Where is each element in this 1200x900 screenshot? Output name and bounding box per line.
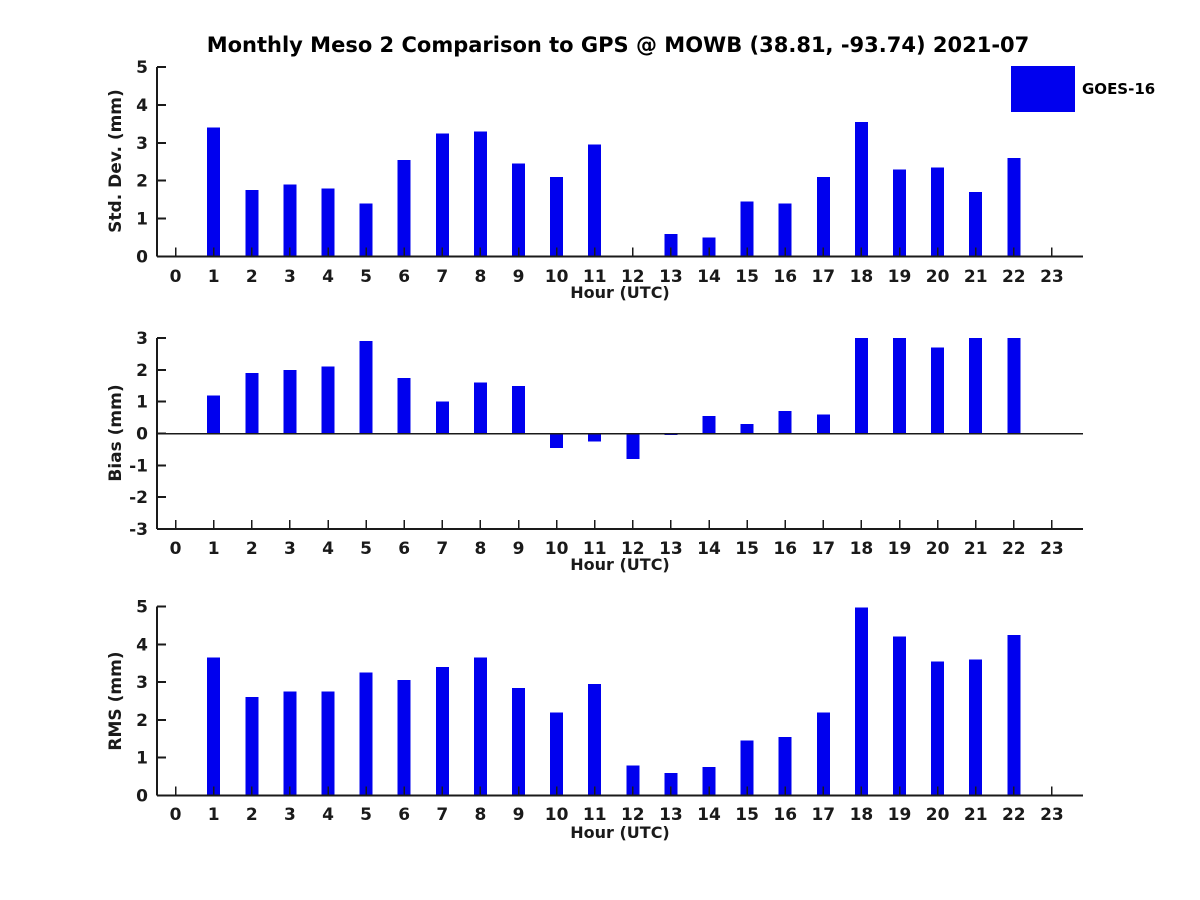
stddev-xtick-label-22: 22	[1001, 267, 1026, 287]
bias-xtick-label-4: 4	[322, 539, 334, 559]
rms-bar-h7	[436, 667, 449, 796]
bias-bar-h17	[817, 414, 830, 433]
bias-xtick-label-12: 12	[620, 539, 645, 559]
rms-bar-h8	[474, 658, 487, 796]
bias-bar-h4	[322, 367, 335, 434]
bias-bar-chart	[0, 325, 1200, 559]
rms-xtick-label-15: 15	[735, 805, 759, 825]
rms-x-axis-label: Hour (UTC)	[570, 823, 670, 842]
stddev-bar-h7	[436, 133, 449, 256]
bias-bar-h8	[474, 383, 487, 434]
rms-bar-h6	[398, 680, 411, 795]
rms-xtick-label-14: 14	[697, 805, 721, 825]
rms-bar-h2	[245, 697, 258, 795]
bias-y-axis-label: Bias (mm)	[106, 384, 126, 482]
figure-title: Monthly Meso 2 Comparison to GPS @ MOWB (38.81, -93.74) 2021-07	[206, 33, 1030, 57]
stddev-xtick-label-6: 6	[398, 267, 411, 287]
stddev-xtick-label-18: 18	[849, 267, 874, 287]
bias-xtick-label-6: 6	[398, 539, 411, 559]
stddev-xtick-label-10: 10	[544, 267, 569, 287]
rms-xtick-label-17: 17	[811, 805, 836, 825]
bias-xtick-label-20: 20	[925, 539, 950, 559]
bias-bar-h10	[550, 434, 563, 448]
stddev-ytick-label-5: 5	[136, 58, 148, 78]
bias-xtick-label-13: 13	[659, 539, 683, 559]
rms-ytick-label-4: 4	[136, 635, 148, 656]
bias-xtick-label-0: 0	[169, 539, 182, 559]
bias-bar-h11	[588, 434, 601, 442]
stddev-ytick-label-0: 0	[136, 247, 148, 268]
bias-bar-h12	[626, 434, 639, 460]
bias-xtick-label-9: 9	[512, 539, 525, 559]
rms-y-axis-label: RMS (mm)	[106, 651, 126, 751]
bias-bar-h14	[703, 416, 716, 434]
stddev-xtick-label-19: 19	[887, 267, 912, 287]
stddev-bar-h18	[855, 122, 868, 257]
rms-xtick-label-19: 19	[887, 805, 912, 825]
rms-bar-h3	[283, 692, 296, 796]
rms-bar-h1	[207, 658, 220, 796]
bias-xtick-label-3: 3	[283, 539, 296, 559]
rms-xtick-label-20: 20	[925, 805, 950, 825]
rms-bar-h21	[969, 659, 982, 795]
stddev-bar-chart	[0, 55, 1200, 289]
bias-bar-h6	[398, 378, 411, 434]
rms-xtick-label-3: 3	[283, 805, 296, 825]
stddev-xtick-label-13: 13	[659, 267, 683, 287]
stddev-xtick-label-3: 3	[283, 267, 296, 287]
rms-xtick-label-6: 6	[398, 805, 411, 825]
rms-xtick-label-10: 10	[544, 805, 569, 825]
stddev-xtick-label-16: 16	[773, 267, 798, 287]
bias-xtick-label-11: 11	[582, 539, 607, 559]
rms-ytick-label-3: 3	[136, 673, 148, 694]
rms-xtick-label-9: 9	[512, 805, 525, 825]
bias-bar-h5	[360, 341, 373, 433]
rms-xtick-label-0: 0	[169, 805, 182, 825]
bias-xtick-label-8: 8	[474, 539, 487, 559]
rms-xtick-label-2: 2	[245, 805, 258, 825]
bias-ytick-label-0: 0	[136, 424, 148, 445]
stddev-bar-h8	[474, 131, 487, 256]
bias-bar-h20	[931, 348, 944, 434]
rms-xtick-label-13: 13	[659, 805, 683, 825]
rms-xtick-label-1: 1	[207, 805, 220, 825]
bias-bar-h16	[779, 411, 792, 433]
rms-xtick-label-12: 12	[620, 805, 645, 825]
rms-bar-h22	[1007, 635, 1020, 796]
bias-xtick-label-22: 22	[1001, 539, 1026, 559]
rms-xtick-label-4: 4	[322, 805, 334, 825]
bias-xtick-label-23: 23	[1040, 539, 1064, 559]
bias-xtick-label-17: 17	[811, 539, 836, 559]
stddev-bar-h9	[512, 164, 525, 257]
bias-xtick-label-5: 5	[360, 539, 373, 559]
rms-bar-h10	[550, 712, 563, 795]
rms-bar-chart	[0, 595, 1200, 829]
stddev-ytick-label-2: 2	[136, 171, 148, 192]
bias-ytick-label--1: -1	[129, 456, 148, 477]
stddev-ytick-label-3: 3	[136, 133, 148, 154]
rms-xtick-label-16: 16	[773, 805, 798, 825]
rms-xtick-label-22: 22	[1001, 805, 1026, 825]
stddev-xtick-label-12: 12	[620, 267, 645, 287]
stddev-bar-h21	[969, 192, 982, 256]
rms-bar-h9	[512, 688, 525, 796]
stddev-bar-h6	[398, 160, 411, 257]
bias-bar-h7	[436, 402, 449, 434]
rms-xtick-label-21: 21	[963, 805, 988, 825]
rms-ytick-label-5: 5	[136, 597, 148, 618]
stddev-xtick-label-5: 5	[360, 267, 373, 287]
rms-xtick-label-8: 8	[474, 805, 487, 825]
rms-ytick-label-0: 0	[136, 786, 148, 807]
stddev-bar-h2	[245, 190, 258, 256]
rms-bar-h17	[817, 712, 830, 795]
stddev-xtick-label-11: 11	[582, 267, 607, 287]
stddev-xtick-label-14: 14	[697, 267, 721, 287]
rms-ytick-label-1: 1	[136, 748, 148, 769]
bias-ytick-label--3: -3	[129, 520, 148, 540]
stddev-xtick-label-2: 2	[245, 267, 258, 287]
stddev-bar-h3	[283, 185, 296, 257]
stddev-bar-h1	[207, 128, 220, 257]
bias-ytick-label--2: -2	[129, 488, 148, 509]
stddev-ytick-label-4: 4	[136, 95, 148, 116]
bias-bar-h22	[1007, 338, 1020, 434]
stddev-xtick-label-8: 8	[474, 267, 487, 287]
bias-bar-h9	[512, 386, 525, 434]
stddev-xtick-label-15: 15	[735, 267, 759, 287]
stddev-xtick-label-1: 1	[207, 267, 220, 287]
stddev-bar-h11	[588, 145, 601, 257]
bias-xtick-label-14: 14	[697, 539, 721, 559]
stddev-xtick-label-0: 0	[169, 267, 182, 287]
bias-bar-h3	[283, 370, 296, 434]
stddev-bar-h17	[817, 177, 830, 257]
stddev-bar-h4	[322, 188, 335, 256]
bias-xtick-label-10: 10	[544, 539, 569, 559]
stddev-xtick-label-23: 23	[1040, 267, 1064, 287]
bias-xtick-label-16: 16	[773, 539, 798, 559]
bias-xtick-label-15: 15	[735, 539, 759, 559]
legend-label: GOES-16	[1082, 80, 1156, 98]
bias-bar-h1	[207, 395, 220, 433]
rms-bar-h11	[588, 684, 601, 796]
rms-bar-h20	[931, 661, 944, 795]
stddev-ytick-label-1: 1	[136, 209, 148, 230]
stddev-bar-h10	[550, 177, 563, 257]
stddev-xtick-label-9: 9	[512, 267, 525, 287]
bias-xtick-label-21: 21	[963, 539, 988, 559]
stddev-xtick-label-7: 7	[436, 267, 449, 287]
bias-bar-h15	[741, 424, 754, 434]
stddev-y-axis-label: Std. Dev. (mm)	[106, 89, 126, 233]
stddev-xtick-label-20: 20	[925, 267, 950, 287]
bias-bar-h19	[893, 338, 906, 434]
rms-ytick-label-2: 2	[136, 710, 148, 731]
bias-ytick-label-3: 3	[136, 329, 148, 349]
stddev-bar-h19	[893, 169, 906, 256]
rms-xtick-label-7: 7	[436, 805, 449, 825]
bias-bar-h2	[245, 373, 258, 434]
stddev-xtick-label-17: 17	[811, 267, 836, 287]
rms-bar-h18	[855, 608, 868, 796]
stddev-bar-h20	[931, 167, 944, 256]
bias-ytick-label-2: 2	[136, 360, 148, 381]
bias-bar-h21	[969, 338, 982, 434]
bias-ytick-label-1: 1	[136, 392, 148, 413]
bias-x-axis-label: Hour (UTC)	[570, 555, 670, 574]
rms-bar-h4	[322, 692, 335, 796]
rms-xtick-label-18: 18	[849, 805, 874, 825]
rms-xtick-label-11: 11	[582, 805, 607, 825]
bias-xtick-label-19: 19	[887, 539, 912, 559]
rms-xtick-label-5: 5	[360, 805, 373, 825]
rms-bar-h5	[360, 673, 373, 796]
stddev-x-axis-label: Hour (UTC)	[570, 283, 670, 302]
stddev-bar-h22	[1007, 158, 1020, 257]
bias-xtick-label-18: 18	[849, 539, 874, 559]
bias-xtick-label-7: 7	[436, 539, 449, 559]
bias-xtick-label-1: 1	[207, 539, 220, 559]
rms-xtick-label-23: 23	[1040, 805, 1064, 825]
bias-xtick-label-2: 2	[245, 539, 258, 559]
rms-bar-h19	[893, 637, 906, 796]
stddev-xtick-label-21: 21	[963, 267, 988, 287]
bias-bar-h18	[855, 338, 868, 434]
stddev-xtick-label-4: 4	[322, 267, 334, 287]
